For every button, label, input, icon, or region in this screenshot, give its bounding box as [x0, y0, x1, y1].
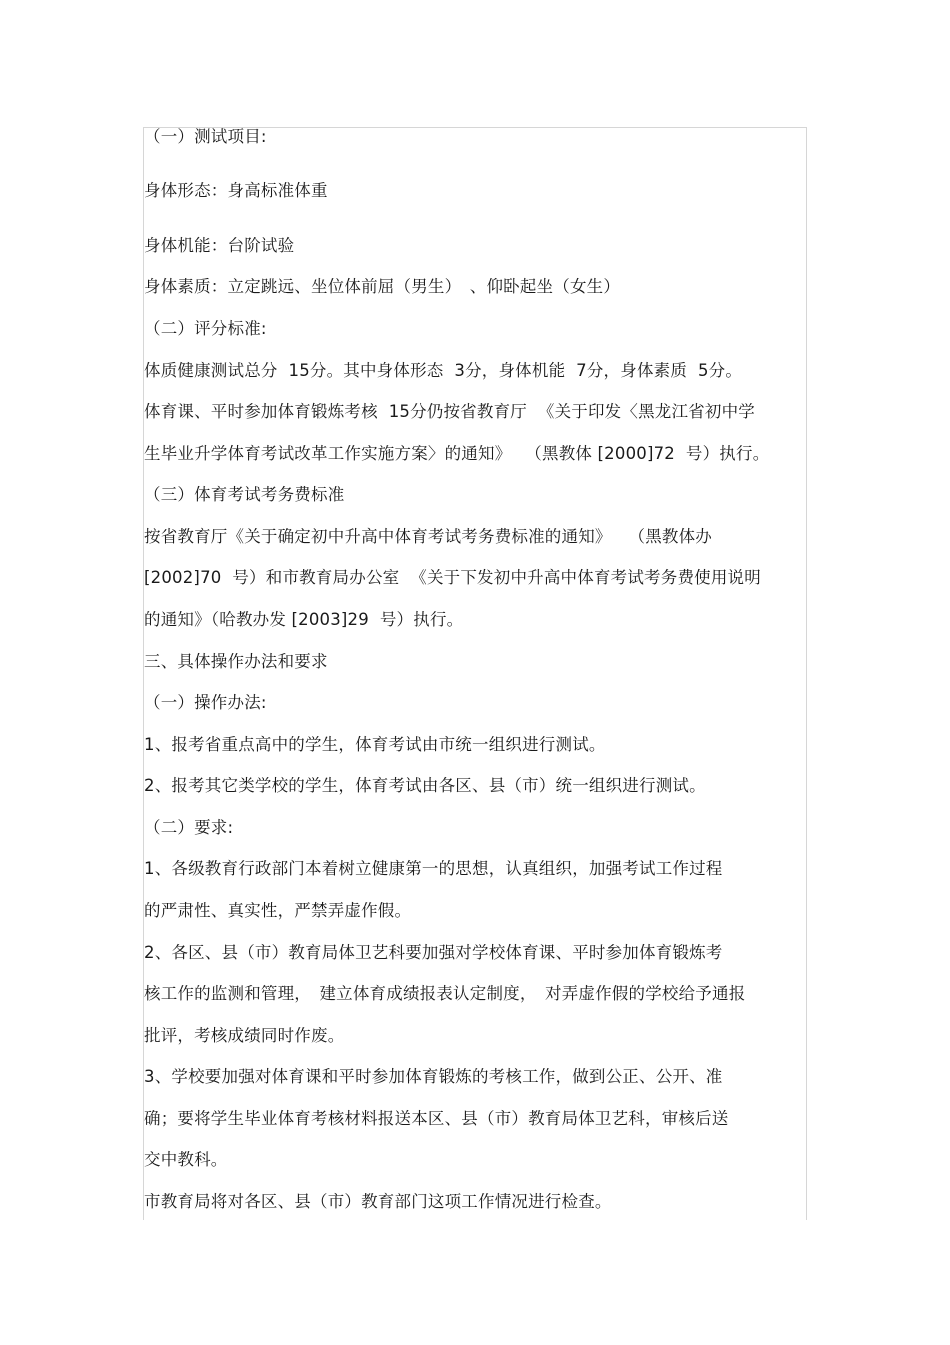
paragraph-line: [2002]70 号）和市教育局办公室 《关于下发初中升高中体育考试考务费使用说明 — [144, 568, 761, 587]
list-item: 1、报考省重点高中的学生，体育考试由市统一组织进行测试。 — [144, 735, 606, 754]
paragraph-line: 生毕业升学体育考试改革工作实施方案〉的通知》 （黑教体 [2000]72 号）执行。 — [144, 444, 770, 463]
list-item-continuation: 交中教科。 — [144, 1150, 228, 1169]
paragraph-line: 体质健康测试总分 15分。其中身体形态 3分，身体机能 7分，身体素质 5分。 — [144, 361, 743, 380]
paragraph-line: 身体形态：身高标准体重 — [144, 181, 328, 200]
paragraph-line: 体育课、平时参加体育锻炼考核 15分仍按省教育厅 《关于印发〈黑龙江省初中学 — [144, 402, 755, 421]
paragraph-line: 身体机能：台阶试验 — [144, 236, 295, 255]
section-heading-scoring: （二）评分标准: — [144, 319, 267, 338]
section-heading-operations: 三、具体操作办法和要求 — [144, 652, 328, 671]
list-item: 3、学校要加强对体育课和平时参加体育锻炼的考核工作，做到公正、公开、准 — [144, 1067, 723, 1086]
paragraph-line: 的通知》（哈教办发 [2003]29 号）执行。 — [144, 610, 464, 629]
list-item-continuation: 的严肃性、真实性，严禁弄虚作假。 — [144, 901, 412, 920]
page-frame-right-border — [806, 127, 807, 1220]
section-heading-requirements: （二）要求: — [144, 818, 234, 837]
list-item: 2、报考其它类学校的学生，体育考试由各区、县（市）统一组织进行测试。 — [144, 776, 706, 795]
list-item-continuation: 批评，考核成绩同时作废。 — [144, 1026, 345, 1045]
paragraph-line: 按省教育厅《关于确定初中升高中体育考试考务费标准的通知》 （黑教体办 — [144, 527, 712, 546]
paragraph-line: 身体素质：立定跳远、坐位体前屈（男生） 、仰卧起坐（女生） — [144, 277, 621, 296]
section-heading-fees: （三）体育考试考务费标准 — [144, 485, 345, 504]
section-heading-methods: （一）操作办法: — [144, 693, 267, 712]
list-item: 2、各区、县（市）教育局体卫艺科要加强对学校体育课、平时参加体育锻炼考 — [144, 943, 723, 962]
list-item-continuation: 确；要将学生毕业体育考核材料报送本区、县（市）教育局体卫艺科，审核后送 — [144, 1109, 729, 1128]
list-item: 1、各级教育行政部门本着树立健康第一的思想，认真组织，加强考试工作过程 — [144, 859, 723, 878]
section-heading-test-items: （一）测试项目: — [144, 127, 267, 146]
list-item-continuation: 核工作的监测和管理， 建立体育成绩报表认定制度， 对弄虚作假的学校给予通报 — [144, 984, 746, 1003]
paragraph-line: 市教育局将对各区、县（市）教育部门这项工作情况进行检查。 — [144, 1192, 612, 1211]
